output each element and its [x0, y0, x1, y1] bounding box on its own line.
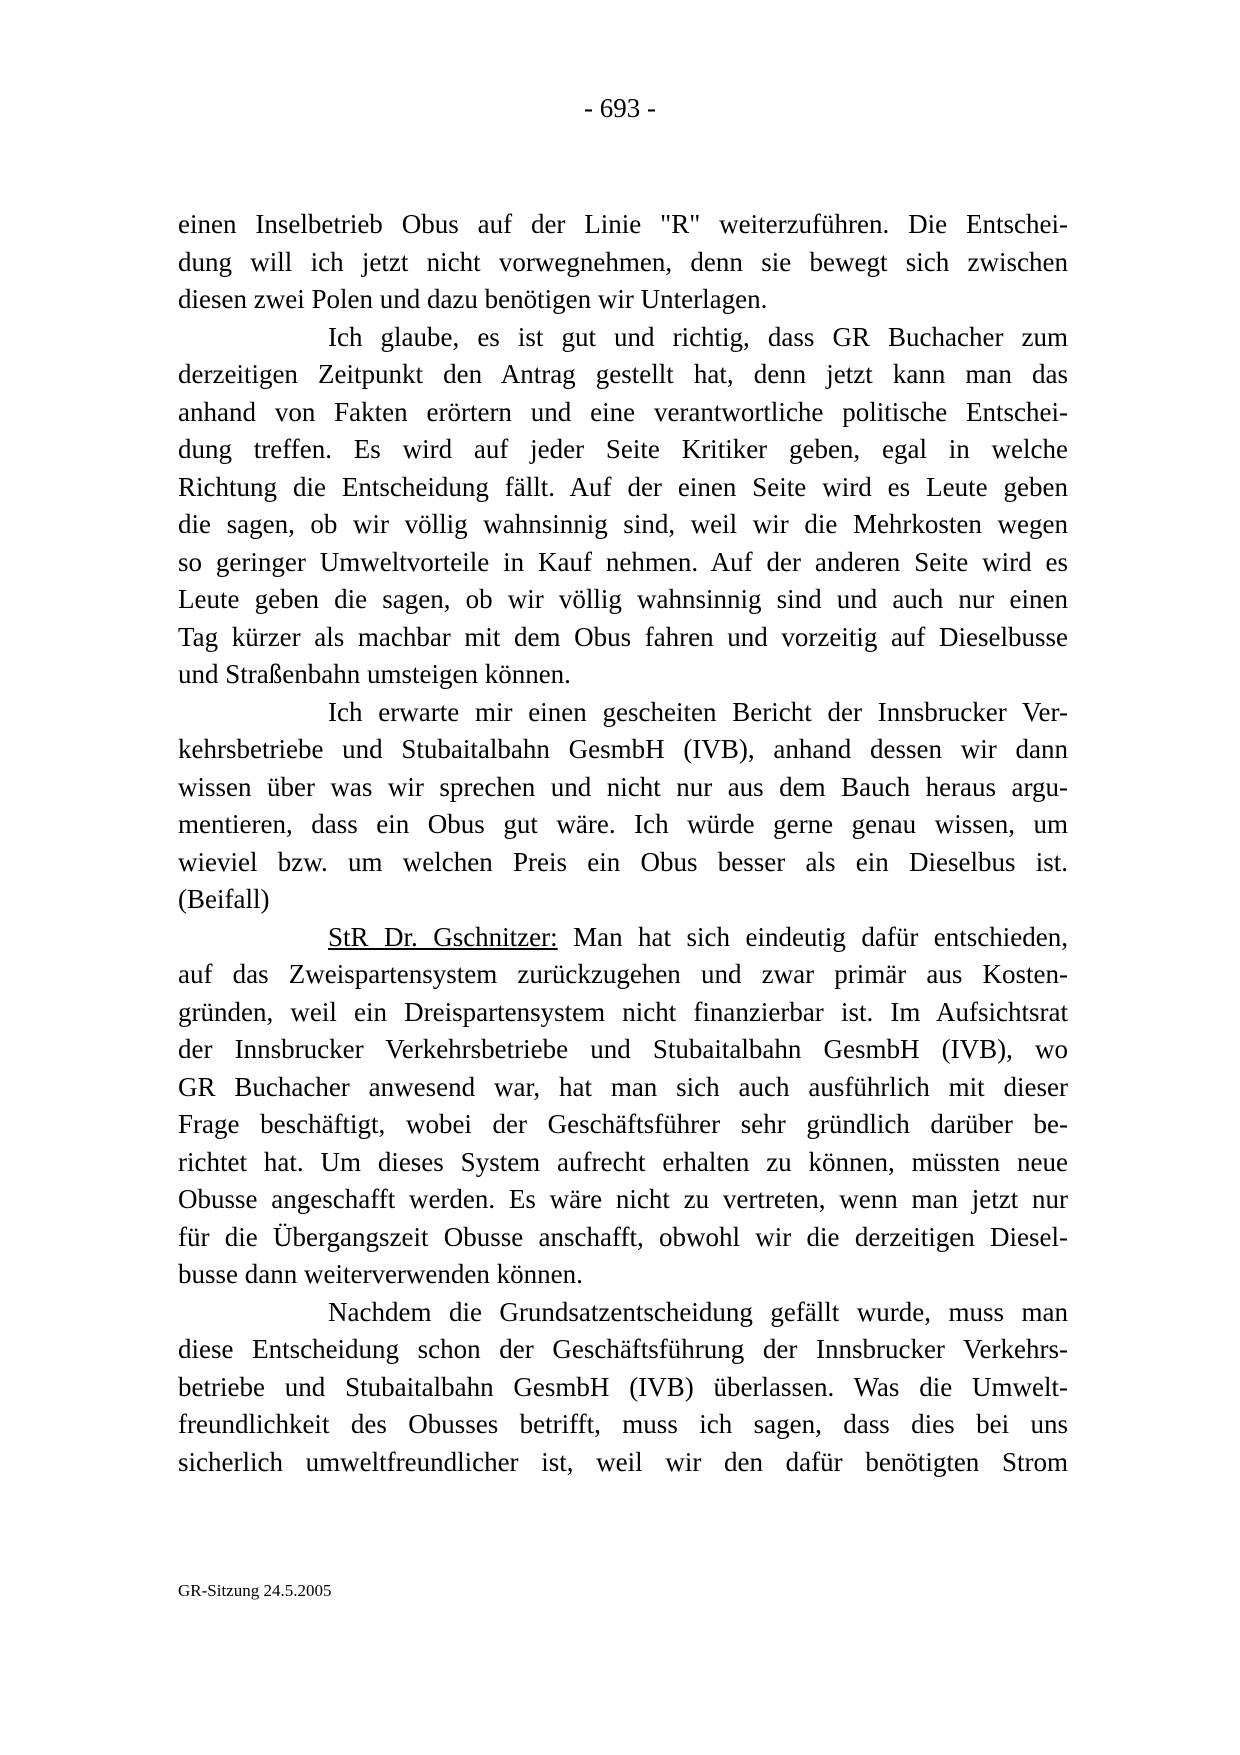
paragraph	[178, 919, 1068, 1294]
speaker-line	[178, 919, 1068, 957]
text-line: anhand von Fakten erörtern und eine verantwortliche politische Entschei-	[178, 396, 1068, 427]
text-line: der Innsbrucker Verkehrsbetriebe und Stubaitalbahn GesmbH (IVB), wo	[178, 1034, 1068, 1064]
text-line: betriebe und Stubaitalbahn GesmbH (IVB) überlassen. Was die Umwelt-	[178, 1371, 1068, 1402]
text-line: auf das Zweispartensystem zurückzugehen und zwar primär aus Kosten-	[178, 959, 1068, 989]
text-line: (Beifall)	[178, 884, 270, 914]
speaker-name: StR Dr. Gschnitzer:	[328, 921, 558, 952]
page-number: - 693 -	[584, 93, 656, 123]
text-line: so geringer Umweltvorteile in Kauf nehmen. Auf der anderen Seite wird es	[178, 546, 1068, 577]
text-line: Ich erwarte mir einen gescheiten Bericht der Innsbrucker Ver-	[328, 696, 1068, 727]
text-line: Obusse angeschafft werden. Es wäre nicht zu vertreten, wenn man jetzt nur	[178, 1184, 1068, 1214]
document-body	[178, 206, 1068, 1481]
text-line: derzeitigen Zeitpunkt den Antrag gestellt hat, denn jetzt kann man das	[178, 359, 1068, 389]
text-line: Leute geben die sagen, ob wir völlig wahnsinnig sind und auch nur einen	[178, 584, 1068, 614]
text-line: einen Inselbetrieb Obus auf der Linie "R" weiterzuführen. Die Entschei-	[178, 209, 1068, 239]
text-line: für die Übergangszeit Obusse anschafft, obwohl wir die derzeitigen Diesel-	[178, 1221, 1068, 1252]
text-line: freundlichkeit des Obusses betrifft, muss ich sagen, dass dies bei uns	[178, 1409, 1068, 1439]
text-line: und Straßenbahn umsteigen können.	[178, 659, 571, 689]
text-line: wieviel bzw. um welchen Preis ein Obus besser als ein Dieselbus ist.	[178, 846, 1068, 877]
paragraph	[178, 1294, 1068, 1482]
text-line: dung will ich jetzt nicht vorwegnehmen, denn sie bewegt sich zwischen	[178, 246, 1068, 277]
text-line: Tag kürzer als machbar mit dem Obus fahren und vorzeitig auf Dieselbusse	[178, 621, 1068, 652]
text-line: Frage beschäftigt, wobei der Geschäftsführer sehr gründlich darüber be-	[178, 1109, 1068, 1139]
text-fragment: Man hat sich eindeutig dafür entschieden,	[557, 921, 1069, 952]
text-line: GR Buchacher anwesend war, hat man sich auch ausführlich mit dieser	[178, 1071, 1068, 1102]
text-line: sicherlich umweltfreundlicher ist, weil wir den dafür benötigten Strom	[178, 1446, 1068, 1477]
text-line: diese Entscheidung schon der Geschäftsführung der Innsbrucker Verkehrs-	[178, 1334, 1068, 1364]
text-line: Nachdem die Grundsatzentscheidung gefällt wurde, muss man	[328, 1296, 1068, 1327]
footer-session-date: GR-Sitzung 24.5.2005	[178, 1581, 332, 1600]
text-line: Ich glaube, es ist gut und richtig, dass GR Buchacher zum	[328, 321, 1068, 352]
text-line: busse dann weiterverwenden können.	[178, 1259, 583, 1289]
text-line: Richtung die Entscheidung fällt. Auf der einen Seite wird es Leute geben	[178, 471, 1068, 502]
text-line: mentieren, dass ein Obus gut wäre. Ich würde gerne genau wissen, um	[178, 809, 1068, 839]
text-line: dung treffen. Es wird auf jeder Seite Kritiker geben, egal in welche	[178, 434, 1068, 464]
text-line: die sagen, ob wir völlig wahnsinnig sind, weil wir die Mehrkosten wegen	[178, 509, 1068, 539]
text-line: diesen zwei Polen und dazu benötigen wir Unterlagen.	[178, 284, 768, 314]
text-line: kehrsbetriebe und Stubaitalbahn GesmbH (IVB), anhand dessen wir dann	[178, 734, 1068, 764]
paragraph	[178, 206, 1068, 319]
text-line: wissen über was wir sprechen und nicht nur aus dem Bauch heraus argu-	[178, 771, 1068, 802]
text-line: gründen, weil ein Dreispartensystem nicht finanzierbar ist. Im Aufsichtsrat	[178, 996, 1068, 1027]
paragraph	[178, 694, 1068, 919]
text-line: richtet hat. Um dieses System aufrecht erhalten zu können, müssten neue	[178, 1146, 1068, 1177]
paragraph	[178, 319, 1068, 694]
